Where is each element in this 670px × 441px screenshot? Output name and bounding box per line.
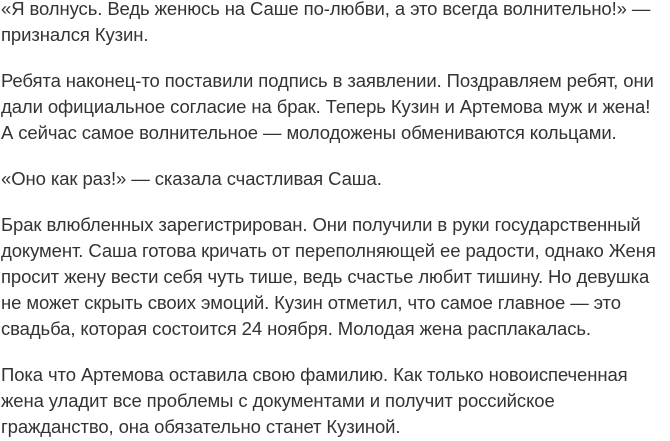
article-paragraph-quote-sasha: «Оно как раз!» — сказала счастливая Саша.: [1, 168, 382, 189]
article-paragraph-surname: Пока что Артемова оставила свою фамилию. Как только новоиспеченная жена уладит все проблемы с документами и получит российское гражданство, она обязательно станет Кузиной.: [1, 364, 628, 437]
article-paragraph-signing: Ребята наконец-то поставили подпись в заявлении. Поздравляем ребят, они дали официальное согласие на брак. Теперь Кузин и Артемова муж и жена! А сейчас самое волнительное — молодожены обмениваются кольцами.: [1, 70, 654, 143]
article-paragraph-quote-kuzin: «Я волнусь. Ведь женюсь на Саше по-любви, а это всегда волнительно!» — признался Кузин.: [1, 0, 651, 45]
article-paragraph-registration: Брак влюбленных зарегистрирован. Они получили в руки государственный документ. Саша готова кричать от переполняющей ее радости, однако Женя просит жену вести себя чуть тише, ведь счастье любит тишину. Но девушка не может скрыть своих эмоций. Кузин отметил, что самое главное — это свадьба, которая состоится 24 ноября. Молодая жена расплакалась.: [1, 214, 656, 339]
